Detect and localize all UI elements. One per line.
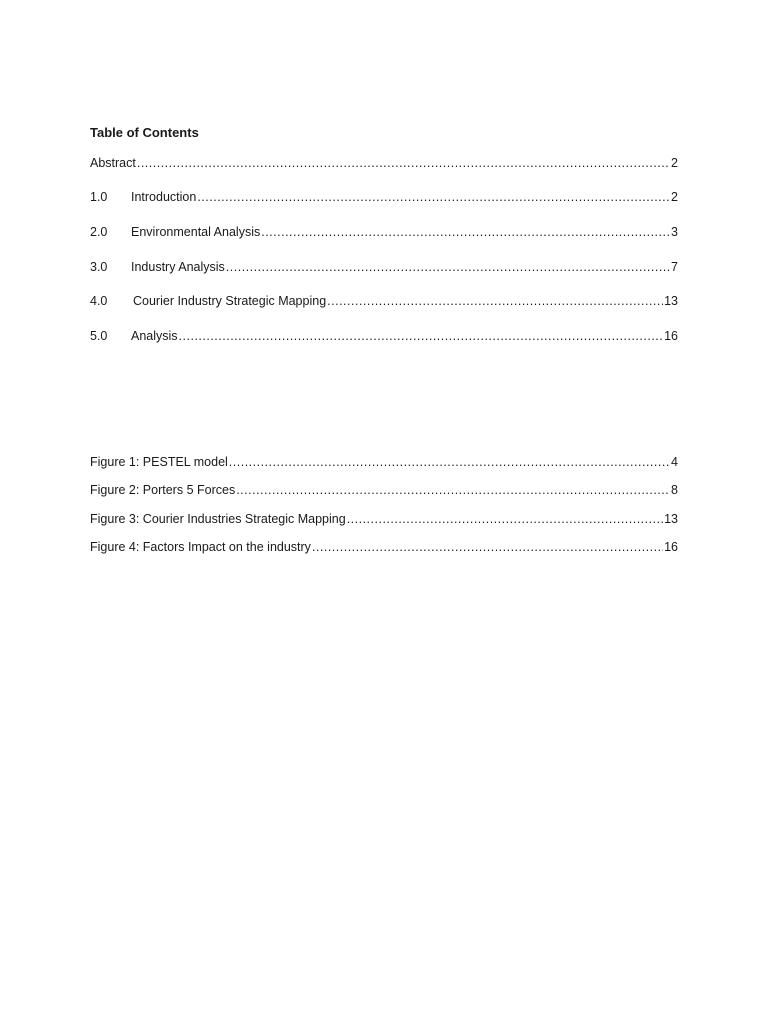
toc-entry-number: 3.0 [90,260,108,274]
toc-entry-title: Abstract [90,156,136,170]
figure-entry-3 [90,511,678,527]
figure-entry-title: Figure 3: Courier Industries Strategic Mapping [90,512,346,526]
toc-entry-page: 16 [664,329,678,343]
figure-dot-leader [229,454,670,470]
figure-entry-4 [90,539,678,555]
toc-dot-leader [197,189,670,205]
toc-entry-title: Courier Industry Strategic Mapping [133,294,327,308]
toc-entry-title: Analysis [131,329,178,343]
toc-entry-number: 4.0 [90,294,108,308]
toc-dot-leader [179,328,664,344]
figure-entry-1 [90,454,678,470]
toc-entry-environmental-analysis [90,224,678,240]
toc-entry-number: 5.0 [90,329,108,343]
toc-entry-page: 2 [671,190,678,204]
figure-dot-leader [236,482,670,498]
figure-dot-leader [347,511,663,527]
figure-entry-page: 4 [671,455,678,469]
toc-entry-page: 13 [664,294,678,308]
toc-entry-industry-analysis [90,259,678,275]
toc-entry-page: 3 [671,225,678,239]
toc-dot-leader [137,155,670,171]
toc-dot-leader [226,259,670,275]
toc-entry-strategic-mapping [90,293,678,309]
toc-entry-number: 1.0 [90,190,108,204]
toc-entry-title: Industry Analysis [131,260,225,274]
toc-entry-page: 7 [671,260,678,274]
toc-heading: Table of Contents [90,125,199,140]
figure-entry-page: 16 [664,540,678,554]
toc-dot-leader [327,293,663,309]
toc-entry-introduction [90,189,678,205]
toc-entry-abstract [90,155,678,171]
toc-entry-title: Environmental Analysis [131,225,261,239]
figure-entry-2 [90,482,678,498]
toc-entry-page: 2 [671,156,678,170]
figure-entry-title: Figure 1: PESTEL model [90,455,228,469]
figure-entry-page: 13 [664,512,678,526]
figure-entry-title: Figure 4: Factors Impact on the industry [90,540,311,554]
toc-entry-analysis [90,328,678,344]
toc-dot-leader [261,224,670,240]
figure-entry-page: 8 [671,483,678,497]
toc-entry-title: Introduction [131,190,197,204]
toc-entry-number: 2.0 [90,225,108,239]
figure-entry-title: Figure 2: Porters 5 Forces [90,483,236,497]
figure-dot-leader [312,539,663,555]
